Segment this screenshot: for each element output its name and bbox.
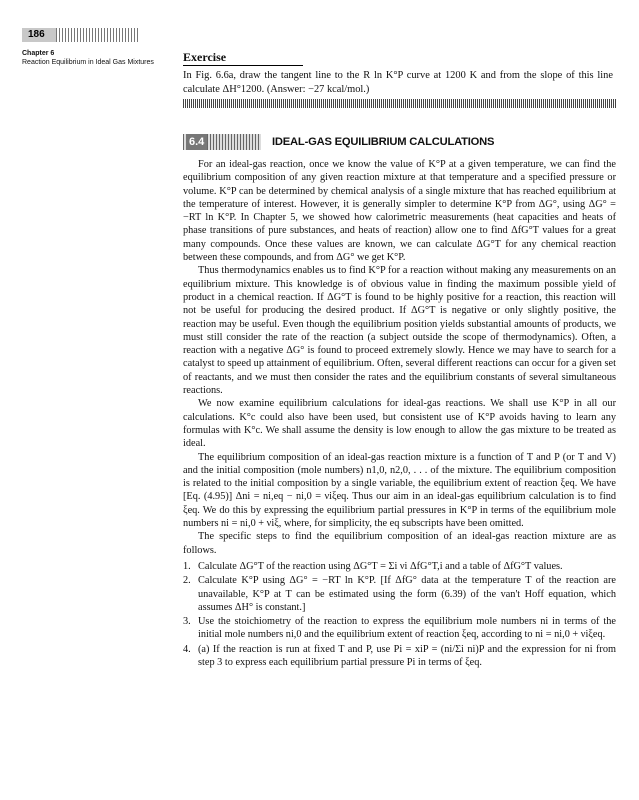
exercise-text: In Fig. 6.6a, draw the tangent line to the R ln K°P curve at 1200 K and from the slope of this line calculate ΔH°1200. (Answer: −27 kcal/mol.) (183, 70, 613, 95)
list-item (183, 643, 616, 670)
exercise-title: Exercise (183, 50, 227, 64)
step-text: (a) If the reaction is run at fixed T and P, use Pi = xiP = (ni/Σi ni)P and the expression for ni from step 3 to express each equilibrium partial pressure Pi in terms of ξeq. (198, 643, 616, 668)
list-item (183, 615, 616, 642)
step-number: 3. (183, 616, 191, 628)
step-number: 1. (183, 560, 191, 572)
section-title: IDEAL-GAS EQUILIBRIUM CALCULATIONS (272, 136, 495, 148)
section-number-tab (183, 134, 261, 150)
section-number: 6.4 (186, 134, 207, 150)
sidebar-running-head (22, 50, 162, 67)
list-item (183, 574, 616, 614)
step-text: Use the stoichiometry of the reaction to express the equilibrium mole numbers ni in terms of the initial mole numbers ni,0 and the equilibrium extent of reaction ξeq, according to ni = ni,0 + νiξeq. (198, 616, 616, 641)
paragraph: The specific steps to find the equilibrium composition of an ideal-gas reaction mixture are as follows. (183, 531, 616, 556)
chapter-title: Reaction Equilibrium in Ideal Gas Mixtures (22, 58, 154, 66)
steps-list (183, 560, 616, 669)
page-number (22, 28, 140, 42)
paragraph: The equilibrium composition of an ideal-gas reaction mixture is a function of T and P (or T and V) and the initial composition (mole numbers) n1,0, n2,0, . . . of the mixture. The equilibrium composition is related to the initial composition by a single variable, the equilibrium extent of reaction ξeq. We have [Eq. (4.95)] Δni = ni,eq − ni,0 = νiξeq. Thus our aim in an ideal-gas equilibrium calculation is to find ξeq. We do this by expressing the equilibrium partial pressures in K°P in terms of the equilibrium mole numbers ni = ni,0 + νiξ, where, for simplicity, the eq subscripts have been omitted. (183, 451, 616, 530)
exercise-box (183, 50, 613, 96)
step-text: Calculate K°P using ΔG° = −RT ln K°P. [If ΔfG° data at the temperature T of the reaction are unavailable, K°P at T can be estimated using the form (6.39) of the van't Hoff equation, which assumes ΔH° is constant.] (198, 575, 616, 613)
exercise-divider (183, 99, 616, 108)
section-header (183, 134, 616, 150)
step-text: Calculate ΔG°T of the reaction using ΔG°T = Σi νi ΔfG°T,i and a table of ΔfG°T values. (198, 560, 563, 572)
paragraph: For an ideal-gas reaction, once we know the value of K°P at a given temperature, we can find the equilibrium composition of any given reaction mixture at that temperature and a specified pressure or volume. K°P can be determined by chemical analysis of a single mixture that has reached equilibrium at the temperature of interest. However, it is generally simpler to determine K°P from ΔG°, using ΔG° = −RT ln K°P. In Chapter 5, we showed how calorimetric measurements (heat capacities and heats of phase transitions of pure substances, and heats of reaction) allow one to find ΔfG°T values for a great many compounds. Once these values are known, we can calculate ΔG°T for any chemical reaction between these compounds, and from ΔG° we get K°P. (183, 159, 616, 264)
step-number: 2. (183, 575, 191, 587)
header-hatch (56, 28, 140, 42)
chapter-label: Chapter 6 (22, 50, 55, 57)
paragraph: Thus thermodynamics enables us to find K°P for a reaction without making any measurements on an equilibrium mixture. This knowledge is of obvious value in finding the maximum possible yield of product in a chemical reaction. If ΔG°T is found to be highly positive for a reaction, this reaction will not be useful for producing the desired product. If ΔG°T is negative or only slightly positive, the reaction may be useful. Even though the equilibrium position yields substantial amounts of products, we must still consider the rate of the reaction (a subject outside the scope of thermodynamics). Often, a reaction with a negative ΔG° is found to proceed extremely slowly. Hence we may have to search for a catalyst to speed up attainment of equilibrium. Often, several different reactions can occur for a given set of reactants, and we must then consider the rates and the equilibrium constants of several simultaneous reactions. (183, 265, 616, 397)
page-number-text: 186 (28, 29, 45, 40)
paragraph: We now examine equilibrium calculations for ideal-gas reactions. We shall use K°P in all our calculations. K°c could also have been used, but consistent use of K°P avoids having to learn any formulas with K°c. We shall assume the density is low enough to allow the gas mixture to be treated as ideal. (183, 398, 616, 450)
step-number: 4. (183, 643, 191, 655)
exercise-underline (183, 65, 303, 66)
section-body (183, 158, 616, 670)
list-item (183, 560, 616, 573)
